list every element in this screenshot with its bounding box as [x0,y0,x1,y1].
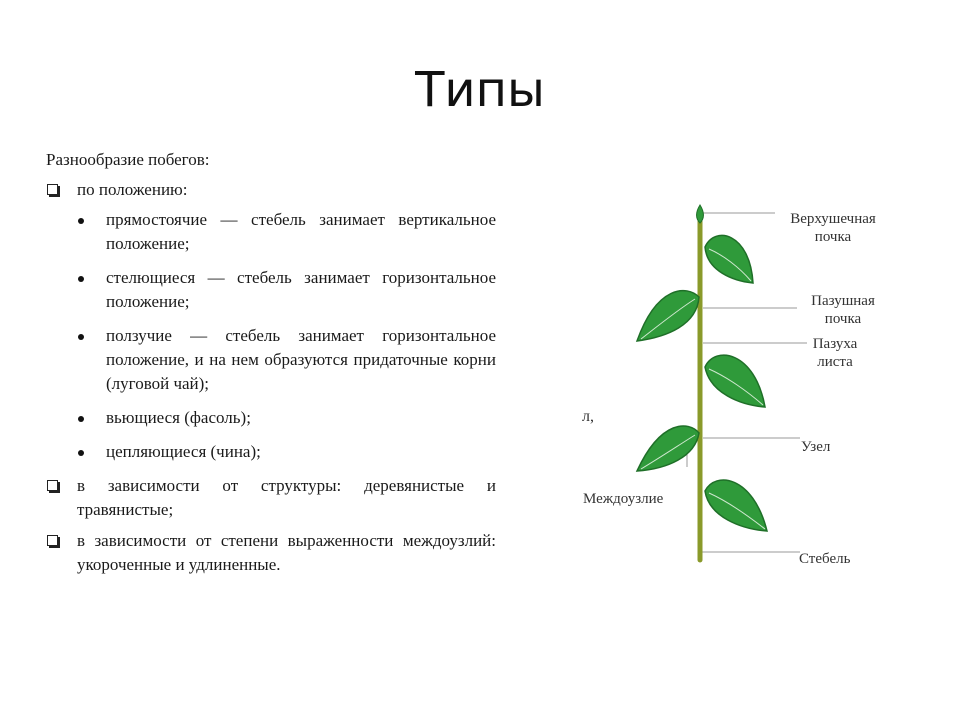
section-internodes [46,529,496,577]
section-label: в зависимости от структуры: деревянистые и травянистые; [77,476,496,519]
list-item [46,324,496,396]
list-item [46,406,496,430]
label-leaf-axil: Пазуха листа [812,336,858,370]
intro-text: Разнообразие побегов: [46,150,210,169]
checkbox-bullet-icon [47,480,58,491]
bullet-dot-icon [78,334,84,340]
bullet-dot-icon [78,218,84,224]
document-body [46,148,496,577]
checkbox-bullet-icon [47,184,58,195]
list-item-text: ползучие — стебель занимает горизонтальное положение, и на нем образуются придаточные корни (луговой чай); [106,326,496,393]
section-position [46,178,496,202]
leaf-left-2 [637,426,699,471]
bullet-dot-icon [78,416,84,422]
section-structure [46,474,496,522]
leaf-left-1 [637,291,699,341]
apical-bud-icon [697,205,704,223]
label-axillary-bud: Пазушная почка [811,293,875,327]
bullet-dot-icon [78,450,84,456]
shoot-diagram [575,195,915,575]
slide-title: Типы [415,62,545,118]
shoot-illustration [575,195,915,575]
list-item-text: прямостоячие — стебель занимает вертикальное положение; [106,210,496,253]
list-item-text: вьющиеся (фасоль); [106,408,251,427]
cropped-text-fragment: л, [582,408,594,425]
list-item [46,266,496,314]
list-item [46,440,496,464]
list-item-text: цепляющиеся (чина); [106,442,261,461]
checkbox-bullet-icon [47,535,58,546]
label-apical-bud: Верхушечная почка [790,211,876,245]
list-item [46,208,496,256]
section-label: по положению: [77,180,188,199]
label-stem: Стебель [799,551,851,567]
section-label: в зависимости от степени выраженности междоузлий: укороченные и удлиненные. [77,531,496,574]
label-internode: Междоузлие [583,491,664,507]
list-item-text: стелющиеся — стебель занимает горизонтальное положение; [106,268,496,311]
bullet-dot-icon [78,276,84,282]
label-node: Узел [801,439,831,455]
sub-list [46,208,496,464]
